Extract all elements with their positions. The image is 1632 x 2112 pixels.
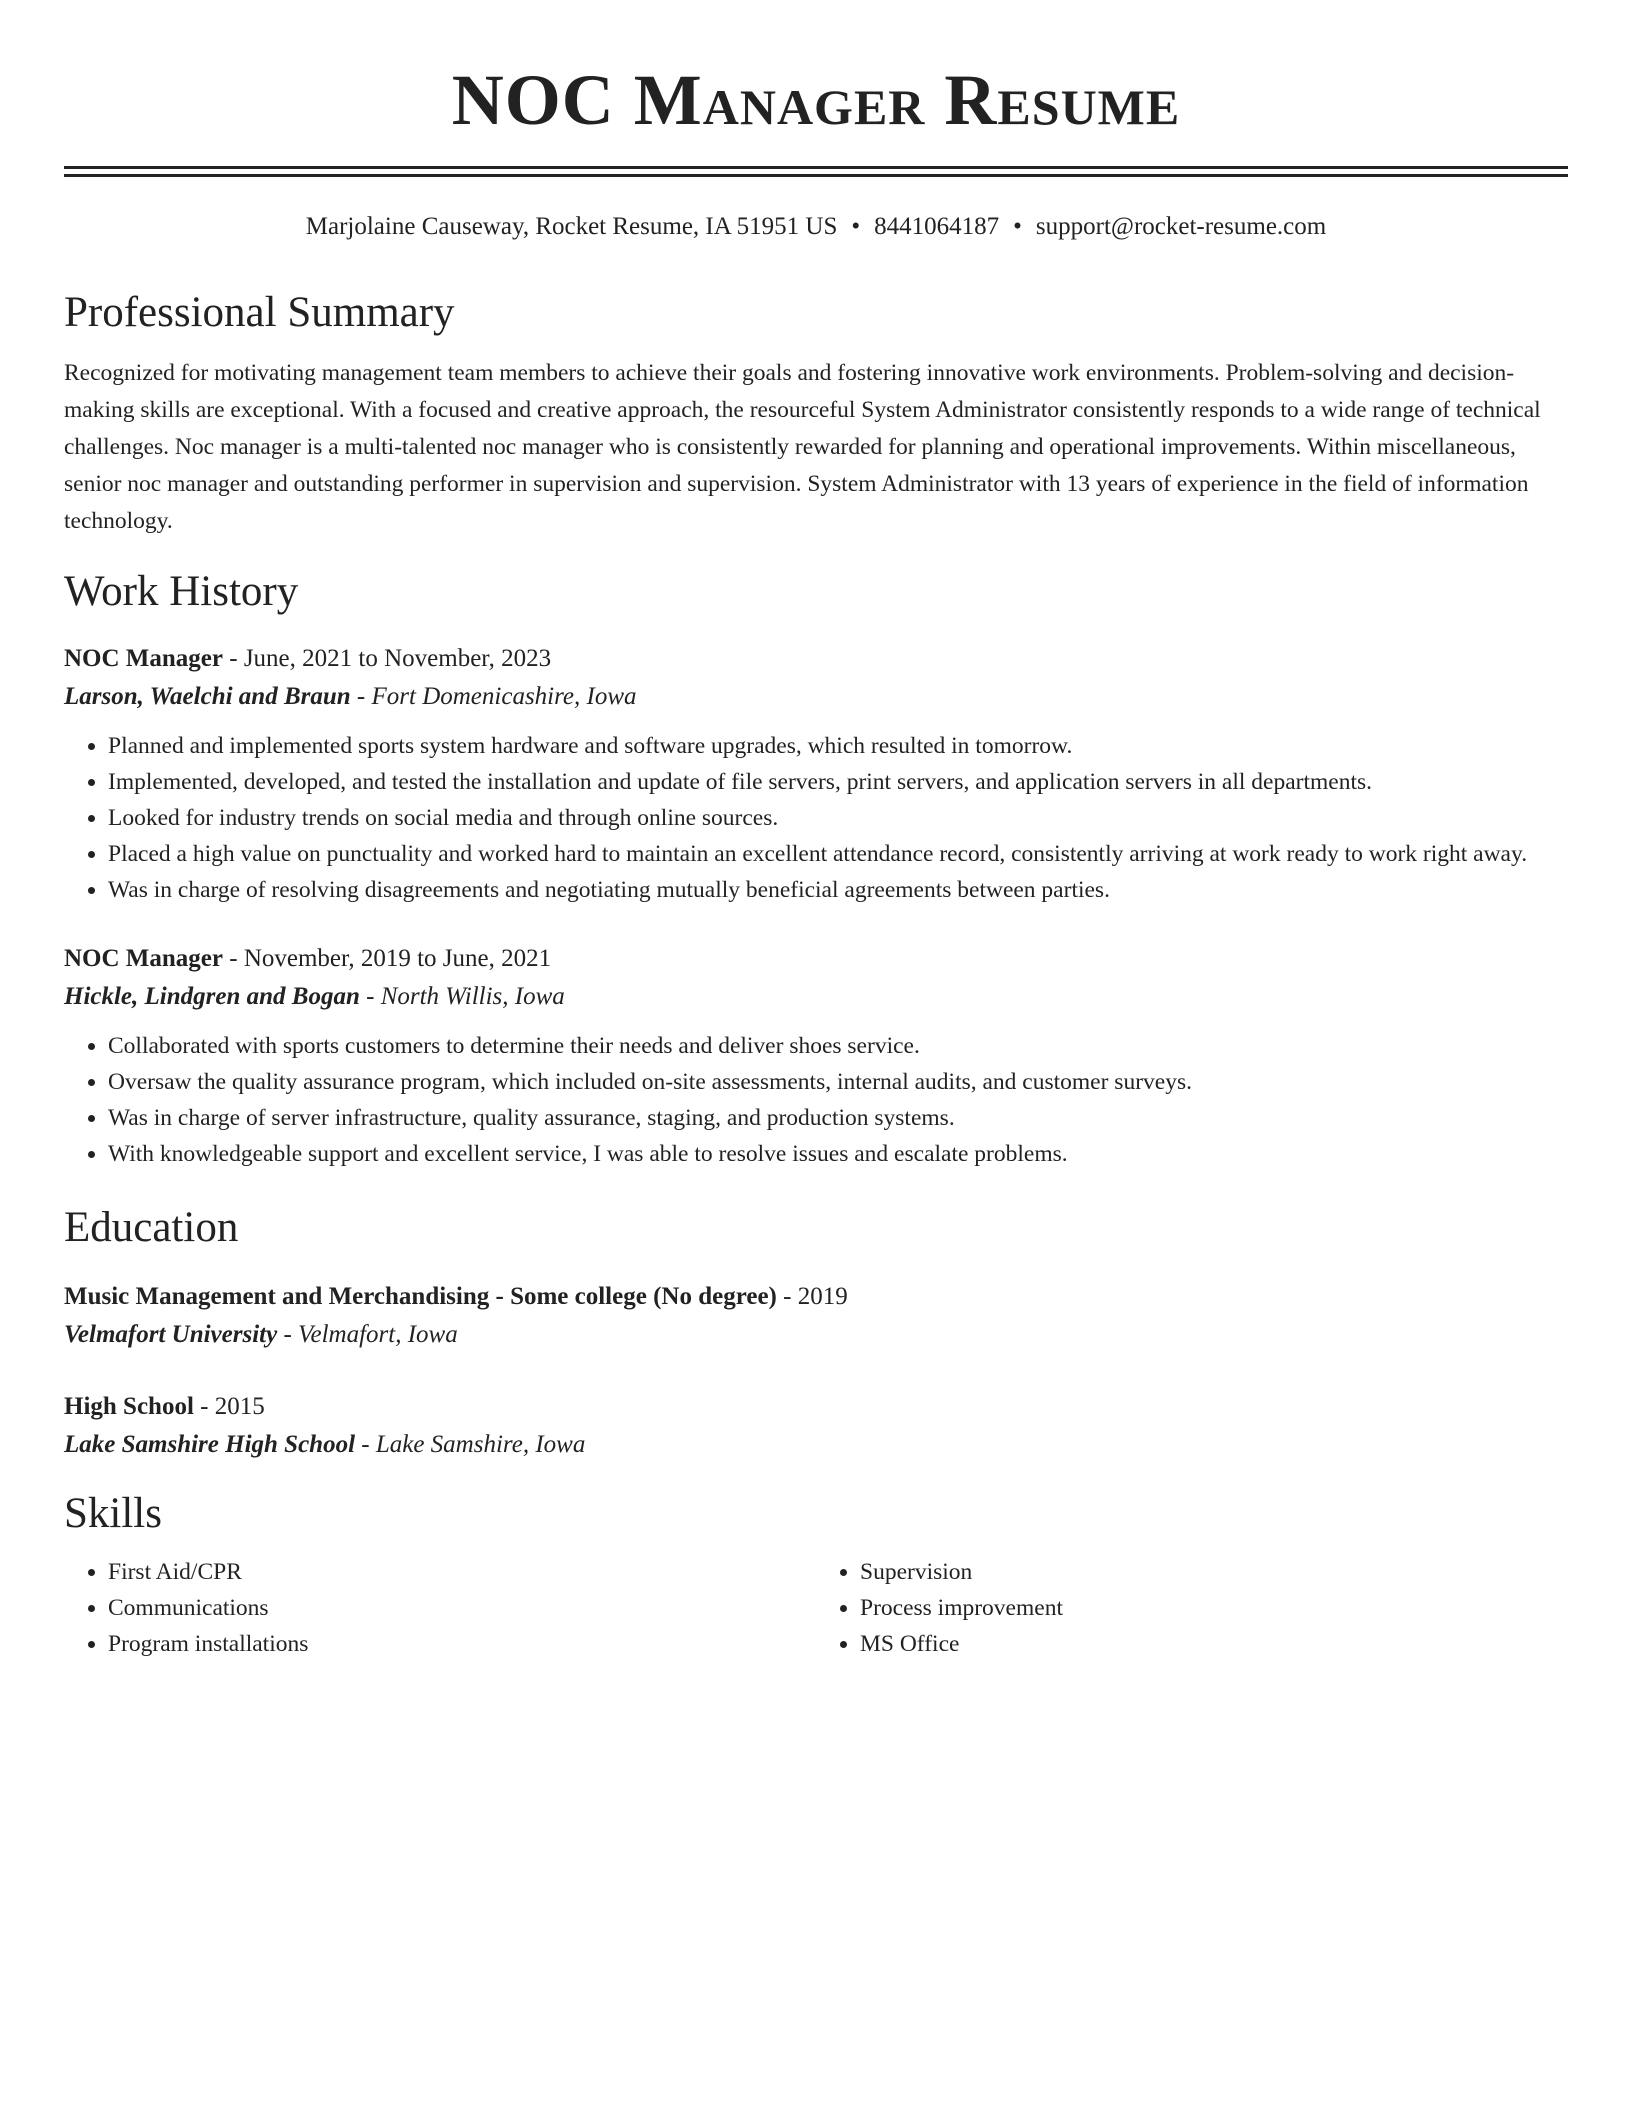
education-entry: [64, 1278, 1568, 1354]
education-degree: Music Management and Merchandising - Some college (No degree): [64, 1283, 777, 1310]
skills-list: [64, 1554, 1568, 1662]
education-school: Velmafort University: [64, 1321, 278, 1348]
job-duty: • Was in charge of server infrastructure, quality assurance, staging, and production systems.: [108, 1100, 1568, 1136]
skills-column-right: [816, 1554, 1568, 1662]
education-year: - 2019: [776, 1283, 848, 1310]
education-degree: High School: [64, 1393, 194, 1420]
job-dates: - November, 2019 to June, 2021: [223, 945, 552, 972]
job-employer: [64, 978, 1568, 1016]
page-title: NOC Manager Resume: [451, 60, 1181, 140]
job-location: - Fort Domenicashire, Iowa: [350, 683, 637, 710]
contact-separator: •: [1013, 213, 1022, 240]
job-header: [64, 640, 1568, 678]
job-employer: [64, 678, 1568, 716]
job-duty: • Planned and implemented sports system hardware and software upgrades, which resulted in tomorrow.: [108, 728, 1568, 764]
education-header: [64, 1388, 1568, 1426]
skills-column-left: [64, 1554, 816, 1662]
contact-address: Marjolaine Causeway, Rocket Resume, IA 51951 US: [305, 213, 838, 240]
job-company: Larson, Waelchi and Braun: [64, 683, 351, 710]
job-entry: [64, 940, 1568, 1172]
skill-item: • MS Office: [860, 1626, 1568, 1662]
job-header: [64, 940, 1568, 978]
skill-item: • Communications: [108, 1590, 816, 1626]
job-duties: [64, 1028, 1568, 1172]
job-duty: • Placed a high value on punctuality and worked hard to maintain an excellent attendance record, consistently arriving at work ready to work right away.: [108, 836, 1568, 872]
job-duty: • Looked for industry trends on social media and through online sources.: [108, 800, 1568, 836]
job-company: Hickle, Lindgren and Bogan: [64, 983, 360, 1010]
skill-item: • Program installations: [108, 1626, 816, 1662]
contact-separator: •: [851, 213, 861, 240]
skills-heading: Skills: [64, 1490, 162, 1537]
job-title: NOC Manager: [64, 645, 223, 672]
job-entry: [64, 640, 1568, 908]
job-dates: - June, 2021 to November, 2023: [223, 645, 552, 672]
education-location: - Velmafort, Iowa: [277, 1321, 458, 1348]
education-school-line: [64, 1316, 1568, 1354]
contact-phone: 8441064187: [874, 213, 1000, 240]
skill-item: • Process improvement: [860, 1590, 1568, 1626]
job-duty: • Collaborated with sports customers to determine their needs and deliver shoes service.: [108, 1028, 1568, 1064]
skill-item: • Supervision: [860, 1554, 1568, 1590]
contact-email: support@rocket-resume.com: [1035, 213, 1327, 240]
summary-heading: Professional Summary: [64, 289, 455, 336]
job-duty: • Oversaw the quality assurance program, which included on-site assessments, internal audits, and customer surveys.: [108, 1064, 1568, 1100]
job-title: NOC Manager: [64, 945, 223, 972]
education-school: Lake Samshire High School: [64, 1431, 356, 1458]
job-duty: • With knowledgeable support and excellent service, I was able to resolve issues and escalate problems.: [108, 1136, 1568, 1172]
job-duties: [64, 728, 1568, 908]
education-year: - 2015: [193, 1393, 265, 1420]
job-location: - North Willis, Iowa: [359, 983, 565, 1010]
title-divider-thin: [64, 174, 1568, 177]
education-location: - Lake Samshire, Iowa: [355, 1431, 586, 1458]
work-history-heading: Work History: [64, 568, 299, 615]
job-duty: • Was in charge of resolving disagreements and negotiating mutually beneficial agreements between parties.: [108, 872, 1568, 908]
summary-text: Recognized for motivating management team members to achieve their goals and fostering innovative work environments. Problem-solving and decision-making skills are exceptional. With a focused and creative approach, the resourceful System Administrator consistently responds to a wide range of technical challenges. Noc manager is a multi-talented noc manager who is consistently rewarded for planning and operational improvements. Within miscellaneous, senior noc manager and outstanding performer in supervision and supervision. System Administrator with 13 years of experience in the field of information technology.: [64, 360, 1541, 534]
education-entry: [64, 1388, 1568, 1464]
education-header: [64, 1278, 1568, 1316]
skill-item: • First Aid/CPR: [108, 1554, 816, 1590]
education-heading: Education: [64, 1204, 239, 1251]
education-school-line: [64, 1426, 1568, 1464]
job-duty: • Implemented, developed, and tested the installation and update of file servers, print servers, and application servers in all departments.: [108, 764, 1568, 800]
contact-line: [64, 211, 1568, 243]
